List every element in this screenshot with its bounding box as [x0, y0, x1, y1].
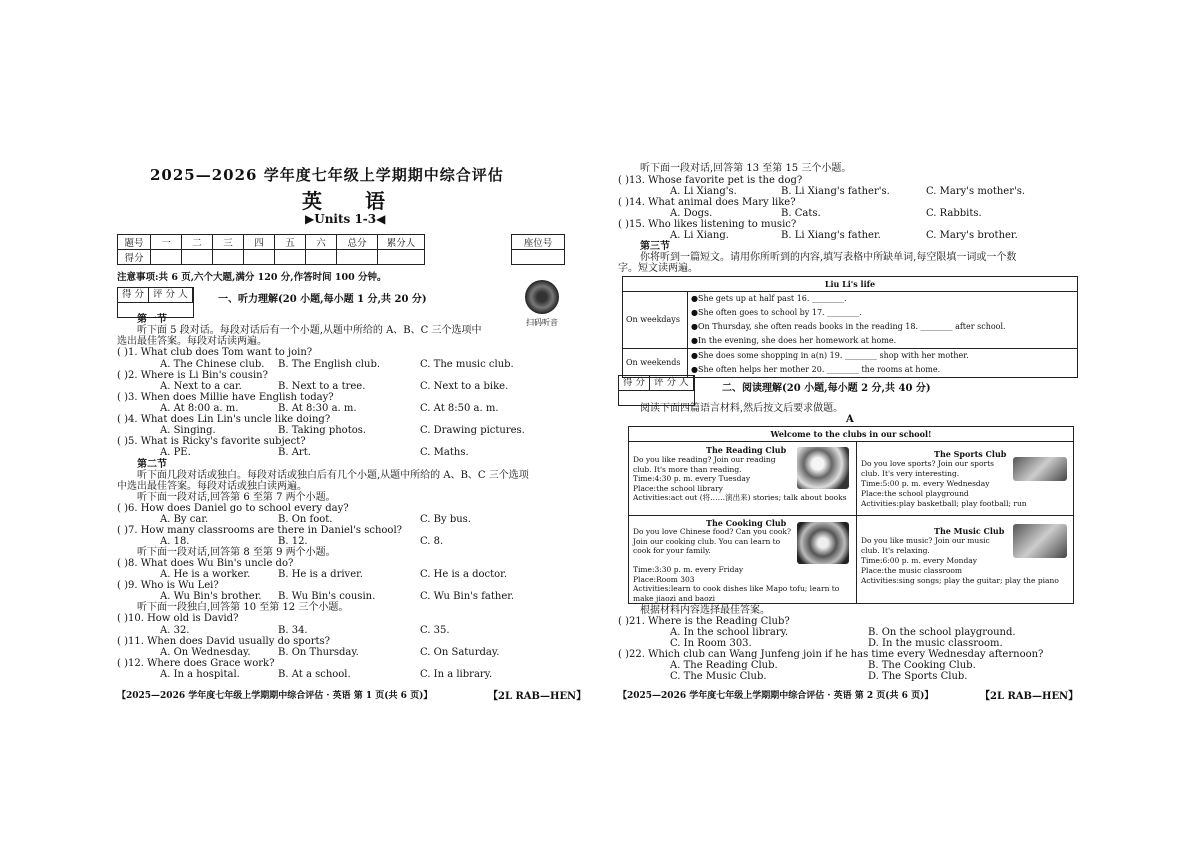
- part-3-instruction: 你将听到一篇短文。请用你所听到的内容,填写表格中所缺单词,每空限填一词或一个数: [640, 252, 1017, 263]
- club-description: Do you love Chinese food? Can you cook? Join our cooking club. You can learn to cook for your family.: [633, 527, 791, 555]
- grader-name-label: 评 分 人: [650, 376, 694, 390]
- divider: [629, 515, 1073, 516]
- option-b[interactable]: B. The Cooking Club.: [868, 660, 976, 671]
- option-c[interactable]: C. Mary's mother's.: [926, 186, 1026, 197]
- score-cell[interactable]: [213, 250, 244, 265]
- grader-score-label: 得 分: [118, 288, 149, 302]
- option-a[interactable]: A. He is a worker.: [160, 569, 251, 580]
- score-col-header: 三: [213, 235, 244, 250]
- option-a[interactable]: A. Next to a car.: [160, 381, 242, 392]
- option-a[interactable]: A. The Reading Club.: [670, 660, 778, 671]
- question-text: ( )14. What animal does Mary like?: [618, 197, 796, 208]
- part-1-instruction: 选出最佳答案。每段对话读两遍。: [117, 336, 267, 347]
- fill-blank-item[interactable]: ●She gets up at half past 16. ________.: [691, 294, 847, 303]
- score-cell[interactable]: [244, 250, 275, 265]
- club-place: Place:Room 303: [633, 575, 695, 584]
- score-row-label: 得分: [118, 250, 151, 265]
- option-a[interactable]: A. 18.: [160, 536, 190, 547]
- club-time: Time:3:30 p. m. every Friday: [633, 565, 744, 574]
- option-a[interactable]: A. Singing.: [160, 425, 216, 436]
- option-b[interactable]: B. Next to a tree.: [278, 381, 366, 392]
- club-name: The Cooking Club: [706, 518, 787, 528]
- option-b[interactable]: B. At a school.: [278, 669, 351, 680]
- table-title: Liu Li's life: [623, 277, 1078, 292]
- part-3-instruction: 字。短文读两遍。: [618, 263, 698, 274]
- question-text: ( )12. Where does Grace work?: [117, 658, 275, 669]
- dialogue-instruction: 听下面一段对话,回答第 13 至第 15 三个小题。: [640, 163, 852, 174]
- option-b[interactable]: B. 12.: [278, 536, 308, 547]
- question-text: ( )11. When does David usually do sports?: [117, 636, 331, 647]
- poster-title: Welcome to the clubs in our school!: [629, 427, 1073, 442]
- question-text: ( )10. How old is David?: [117, 613, 239, 624]
- option-c[interactable]: C. 8.: [420, 536, 444, 547]
- option-d[interactable]: D. The Sports Club.: [868, 671, 968, 682]
- option-a[interactable]: A. 32.: [160, 625, 190, 636]
- option-a[interactable]: A. The Chinese club.: [160, 359, 265, 370]
- option-c[interactable]: C. At 8:50 a. m.: [420, 403, 499, 414]
- club-name: The Sports Club: [934, 449, 1007, 459]
- subject-title: 英 语: [302, 189, 403, 213]
- club-description: Do you like reading? Join our reading club. It's more than reading.: [633, 455, 776, 474]
- section-2-title: 二、阅读理解(20 小题,每小题 2 分,共 40 分): [722, 383, 931, 394]
- option-d[interactable]: D. In the music classroom.: [868, 638, 1003, 649]
- club-name: The Reading Club: [706, 445, 787, 455]
- part-3-label: 第三节: [640, 241, 670, 252]
- option-a[interactable]: A. In a hospital.: [160, 669, 240, 680]
- page-footer: 【2025—2026 学年度七年级上学期期中综合评估 · 英语 第 1 页(共 6 页)】: [117, 691, 433, 701]
- dialogue-instruction: 听下面一段对话,回答第 8 至第 9 两个小题。: [137, 547, 336, 558]
- question-text: ( )2. Where is Li Bin's cousin?: [117, 370, 268, 381]
- option-c[interactable]: C. On Saturday.: [420, 647, 500, 658]
- option-c[interactable]: C. In a library.: [420, 669, 493, 680]
- question-text: ( )1. What club does Tom want to join?: [117, 347, 313, 358]
- option-c[interactable]: C. By bus.: [420, 514, 471, 525]
- option-b[interactable]: B. Wu Bin's cousin.: [278, 591, 376, 602]
- score-cell[interactable]: [275, 250, 306, 265]
- reading-image: [797, 447, 849, 489]
- grader-box: [618, 375, 695, 406]
- grader-name-label: 评 分 人: [149, 288, 193, 302]
- fill-blank-item[interactable]: ●She does some shopping in a(n) 19. ________ shop with her mother.: [691, 351, 969, 360]
- option-a[interactable]: A. Li Xiang.: [670, 230, 729, 241]
- option-c[interactable]: C. 35.: [420, 625, 450, 636]
- option-c[interactable]: C. Rabbits.: [926, 208, 982, 219]
- score-cell[interactable]: [182, 250, 213, 265]
- dialogue-instruction: 听下面一段对话,回答第 6 至第 7 两个小题。: [137, 492, 336, 503]
- weekdays-items: [688, 292, 1078, 349]
- club-activities: Activities:sing songs; play the guitar; play the piano: [861, 576, 1059, 585]
- option-b[interactable]: B. 34.: [278, 625, 308, 636]
- score-col-header: 五: [275, 235, 306, 250]
- option-c[interactable]: C. The Music Club.: [670, 671, 767, 682]
- club-time: Time:6:00 p. m. every Monday: [861, 556, 978, 565]
- question-text: ( )9. Who is Wu Lei?: [117, 580, 219, 591]
- question-text: ( )5. What is Ricky's favorite subject?: [117, 436, 306, 447]
- part-1-label: 第一节: [137, 314, 167, 325]
- fill-blank-item[interactable]: ●She often goes to school by 17. ________.: [691, 308, 862, 317]
- liu-li-table: [622, 276, 1078, 378]
- seat-label: 座位号: [512, 235, 565, 250]
- question-text: ( )4. What does Lin Lin's uncle like doing?: [117, 414, 331, 425]
- weekdays-label: On weekdays: [623, 292, 688, 349]
- option-c[interactable]: C. Mary's brother.: [926, 230, 1018, 241]
- divider: [856, 442, 857, 603]
- question-text: ( )21. Where is the Reading Club?: [618, 616, 790, 627]
- score-col-header: 一: [151, 235, 182, 250]
- club-name: The Music Club: [934, 526, 1005, 536]
- weekends-items: [688, 349, 1078, 378]
- option-b[interactable]: B. Li Xiang's father.: [781, 230, 881, 241]
- option-b[interactable]: B. At 8:30 a. m.: [278, 403, 357, 414]
- question-text: ( )15. Who likes listening to music?: [618, 219, 797, 230]
- option-c[interactable]: C. Drawing pictures.: [420, 425, 525, 436]
- choose-instruction: 根据材料内容选择最佳答案。: [640, 605, 770, 616]
- units-label: ▶Units 1-3◀: [305, 212, 386, 226]
- club-activities: Activities:learn to cook dishes like Mapo tofu; learn to make jiaozi and baozi: [633, 584, 840, 603]
- score-col-header: 题号: [118, 235, 151, 250]
- fill-blank-item[interactable]: ●On Thursday, she often reads books in the reading 18. ________ after school.: [691, 322, 1006, 331]
- option-b[interactable]: B. Art.: [278, 447, 311, 458]
- club-activities: Activities:act out (将……演出来) stories; talk about books: [633, 493, 847, 502]
- club-place: Place:the music classroom: [861, 566, 963, 575]
- option-b[interactable]: B. Li Xiang's father's.: [781, 186, 890, 197]
- score-col-header: 四: [244, 235, 275, 250]
- cooking-image: [797, 522, 849, 564]
- question-text: ( )13. Whose favorite pet is the dog?: [618, 175, 803, 186]
- option-b[interactable]: B. Taking photos.: [278, 425, 367, 436]
- option-a[interactable]: A. Li Xiang's.: [670, 186, 737, 197]
- score-col-header: 累分人: [378, 235, 425, 250]
- exam-title: 2025—2026 学年度七年级上学期期中综合评估: [150, 166, 504, 184]
- option-a[interactable]: A. On Wednesday.: [160, 647, 251, 658]
- score-table: [117, 234, 425, 265]
- option-c[interactable]: C. The music club.: [420, 359, 514, 370]
- option-a[interactable]: A. PE.: [160, 447, 191, 458]
- option-a[interactable]: A. At 8:00 a. m.: [160, 403, 239, 414]
- reading-instruction: 阅读下面四篇语言材料,然后按文后要求做题。: [640, 403, 844, 414]
- clubs-poster: [628, 426, 1074, 604]
- option-c[interactable]: C. Wu Bin's father.: [420, 591, 515, 602]
- option-c[interactable]: C. He is a doctor.: [420, 569, 508, 580]
- passage-label: A: [846, 414, 854, 425]
- page-code: 【2L RAB—HEN】: [980, 691, 1079, 702]
- option-b[interactable]: B. On Thursday.: [278, 647, 359, 658]
- question-text: ( )6. How does Daniel go to school every day?: [117, 503, 349, 514]
- score-cell[interactable]: [306, 250, 337, 265]
- club-place: Place:the school library: [633, 484, 723, 493]
- part-2-instruction: 听下面几段对话或独白。每段对话或独白后有几个小题,从题中所给的 A、B、C 三个选项: [137, 470, 529, 481]
- club-description: Do you love sports? Join our sports club. It's very interesting.: [861, 459, 994, 478]
- option-c[interactable]: C. Next to a bike.: [420, 381, 509, 392]
- option-b[interactable]: B. On the school playground.: [868, 627, 1016, 638]
- option-b[interactable]: B. On foot.: [278, 514, 333, 525]
- club-time: Time:4:30 p. m. every Tuesday: [633, 474, 751, 483]
- score-cell[interactable]: [337, 250, 378, 265]
- page-2: [600, 0, 1200, 848]
- club-description: Do you like music? Join our music club. It's relaxing.: [861, 536, 990, 555]
- option-c[interactable]: C. Maths.: [420, 447, 469, 458]
- score-cell[interactable]: [151, 250, 182, 265]
- page-code: 【2L RAB—HEN】: [488, 691, 587, 702]
- question-text: ( )3. When does Millie have English today?: [117, 392, 334, 403]
- club-place: Place:the school playground: [861, 489, 969, 498]
- option-b[interactable]: B. Cats.: [781, 208, 821, 219]
- question-text: ( )22. Which club can Wang Junfeng join if he has time every Wednesday afternoon?: [618, 649, 1044, 660]
- part-2-label: 第二节: [137, 459, 167, 470]
- option-a[interactable]: A. By car.: [160, 514, 209, 525]
- option-a[interactable]: A. In the school library.: [670, 627, 789, 638]
- grader-score-label: 得 分: [619, 376, 650, 390]
- part-2-instruction: 中选出最佳答案。每段对话或独白读两遍。: [117, 481, 307, 492]
- notice: 注意事项:共 6 页,六个大题,满分 120 分,作答时间 100 分钟。: [117, 272, 387, 283]
- page-footer: 【2025—2026 学年度七年级上学期期中综合评估 · 英语 第 2 页(共 6 页)】: [618, 691, 934, 701]
- option-a[interactable]: A. Wu Bin's brother.: [160, 591, 262, 602]
- section-1-title: 一、听力理解(20 小题,每小题 1 分,共 20 分): [218, 294, 427, 305]
- qr-label: 扫码听音: [526, 318, 558, 327]
- option-a[interactable]: A. Dogs.: [670, 208, 713, 219]
- music-image: [1013, 524, 1067, 558]
- sports-image: [1013, 457, 1067, 481]
- weekends-label: On weekends: [623, 349, 688, 378]
- seat-cell[interactable]: [512, 250, 565, 265]
- part-1-instruction: 听下面 5 段对话。每段对话后有一个小题,从题中所给的 A、B、C 三个选项中: [137, 325, 482, 336]
- score-cell[interactable]: [378, 250, 425, 265]
- score-col-header: 六: [306, 235, 337, 250]
- option-c[interactable]: C. In Room 303.: [670, 638, 752, 649]
- option-b[interactable]: B. The English club.: [278, 359, 381, 370]
- question-text: ( )8. What does Wu Bin's uncle do?: [117, 558, 294, 569]
- question-text: ( )7. How many classrooms are there in Daniel's school?: [117, 525, 403, 536]
- score-col-header: 总分: [337, 235, 378, 250]
- dialogue-instruction: 听下面一段独白,回答第 10 至第 12 三个小题。: [137, 602, 349, 613]
- qr-code-icon[interactable]: [525, 280, 559, 314]
- seat-table: [511, 234, 565, 265]
- table-item: ●In the evening, she does her homework at home.: [691, 336, 897, 345]
- score-col-header: 二: [182, 235, 213, 250]
- option-b[interactable]: B. He is a driver.: [278, 569, 363, 580]
- club-time: Time:5:00 p. m. every Wednesday: [861, 479, 990, 488]
- club-activities: Activities:play basketball; play football; run: [861, 499, 1027, 508]
- fill-blank-item[interactable]: ●She often helps her mother 20. ________ the rooms at home.: [691, 365, 941, 374]
